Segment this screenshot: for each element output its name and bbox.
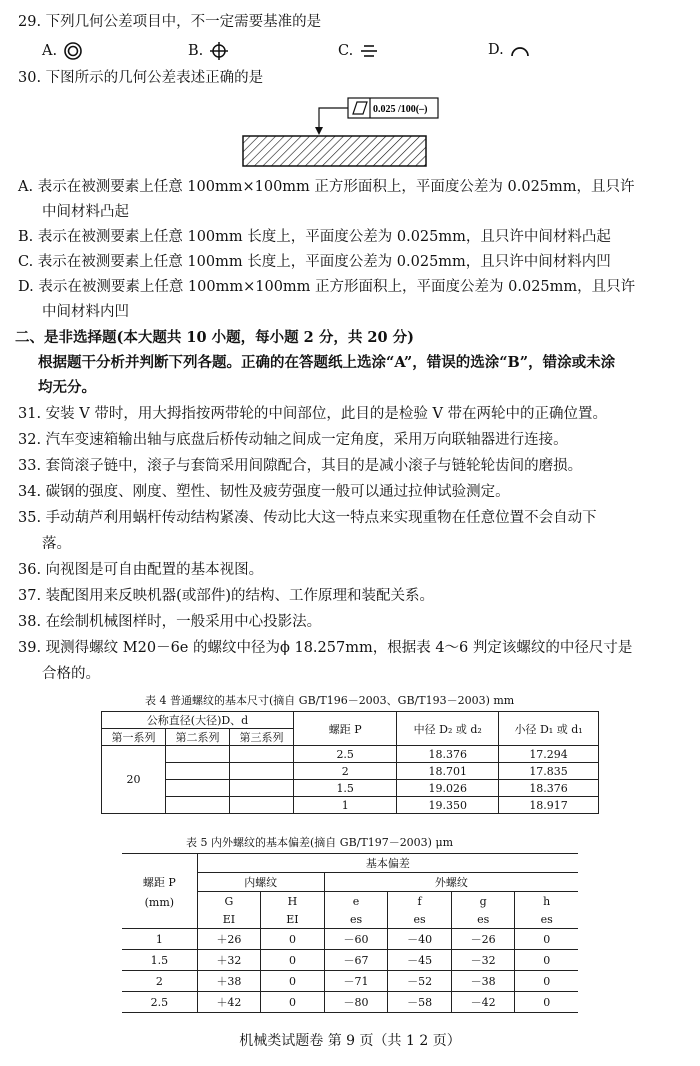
profile-of-line-icon (510, 42, 530, 58)
section2-heading: 二、是非选择题(本大题共 10 小题，每小题 2 分，共 20 分) (15, 329, 414, 346)
table-cell: －80 (324, 992, 388, 1013)
table-cell (166, 746, 230, 763)
table5-header-pitch-label: 螺距 P (142, 876, 176, 889)
question-38: 38. 在绘制机械图样时，一般采用中心投影法。 (18, 614, 322, 630)
table4-series-2: 第二系列 (166, 729, 230, 746)
table-cell: es (515, 910, 578, 929)
table-row (102, 797, 599, 814)
table-cell: －67 (324, 950, 388, 971)
table-cell: 2 (122, 971, 197, 992)
table-row (122, 854, 578, 873)
table-cell: －42 (451, 992, 515, 1013)
table-cell (230, 797, 294, 814)
table-cell: 2.5 (294, 746, 397, 763)
table-cell: 18.376 (397, 746, 499, 763)
question-35-cont: 落。 (42, 536, 71, 552)
table4-series-3: 第三系列 (230, 729, 294, 746)
q29-option-b: B. (188, 42, 228, 60)
q29-option-d: D. (488, 42, 530, 58)
table-cell: 17.294 (499, 746, 599, 763)
table-cell: 1.5 (122, 950, 197, 971)
table-cell (166, 797, 230, 814)
question-35: 35. 手动葫芦利用蜗杆传动结构紧凑、传动比大这一特点来实现重物在任意位置不会自动下 (18, 510, 597, 526)
table5-header-pitch (122, 854, 197, 929)
q30-figure (240, 95, 440, 175)
table4-header-pitch: 螺距 P (294, 712, 397, 746)
table-row (102, 780, 599, 797)
table4-series-1: 第一系列 (102, 729, 166, 746)
section2-instructions-2: 均无分。 (38, 379, 96, 396)
table-cell (230, 780, 294, 797)
q29-option-c: C. (338, 42, 378, 60)
table-cell: －45 (388, 950, 452, 971)
table-cell: ＋42 (197, 992, 261, 1013)
table-cell: ＋32 (197, 950, 261, 971)
tolerance-value: 0.025 /100(–) (373, 104, 428, 115)
table-cell: EI (261, 910, 325, 929)
table4-header-minor-dia: 小径 D₁ 或 d₁ (499, 712, 599, 746)
table-cell: －58 (388, 992, 452, 1013)
table-cell: －52 (388, 971, 452, 992)
table-cell: 0 (261, 992, 325, 1013)
table-cell: －71 (324, 971, 388, 992)
table5-caption: 表 5 内外螺纹的基本偏差(摘自 GB/T197－2003) μm (186, 836, 454, 849)
leader-line (319, 108, 348, 133)
page-footer: 机械类试题卷 第 9 页（共 1 2 页） (239, 1033, 461, 1049)
table-cell: －60 (324, 929, 388, 950)
table-cell: 18.376 (499, 780, 599, 797)
table-cell (230, 746, 294, 763)
table-row (122, 929, 578, 950)
table-cell: ＋26 (197, 929, 261, 950)
tolerance-frame (348, 98, 438, 118)
table-cell: 1.5 (294, 780, 397, 797)
table4 (101, 711, 599, 814)
position-icon (210, 42, 228, 60)
table-cell: －26 (451, 929, 515, 950)
table-row (102, 746, 599, 763)
hatched-part (243, 136, 426, 166)
table-cell: 0 (515, 992, 578, 1013)
table-cell: g (451, 892, 515, 911)
table-cell: f (388, 892, 452, 911)
question-33: 33. 套筒滚子链中，滚子与套筒采用间隙配合，其目的是减小滚子与链轮轮齿间的磨损。 (18, 458, 583, 474)
table-cell: 0 (261, 971, 325, 992)
table5-header-internal: 内螺纹 (197, 873, 324, 892)
table4-diameter: 20 (102, 746, 166, 814)
table5-header-external: 外螺纹 (324, 873, 578, 892)
table5 (122, 853, 578, 1013)
table-row (122, 992, 578, 1013)
q30-option-d-cont: 中间材料内凹 (42, 304, 129, 320)
q30-option-b: B. 表示在被测要素上任意 100mm 长度上，平面度公差为 0.025mm，且只许中间材料凸起 (18, 229, 611, 245)
table5-header-basic-dev: 基本偏差 (197, 854, 578, 873)
table-cell: －40 (388, 929, 452, 950)
table-cell: 18.917 (499, 797, 599, 814)
table-cell: es (451, 910, 515, 929)
question-31: 31. 安装 V 带时，用大拇指按两带轮的中间部位，此目的是检验 V 带在两轮中的正确位置。 (18, 406, 608, 422)
question-36: 36. 向视图是可自由配置的基本视图。 (18, 562, 264, 578)
table5-header-pitch-unit: (mm) (144, 896, 175, 909)
question-32: 32. 汽车变速箱输出轴与底盘后桥传动轴之间成一定角度，采用万向联轴器进行连接。 (18, 432, 568, 448)
q29-stem: 29. 下列几何公差项目中，不一定需要基准的是 (18, 14, 322, 30)
q30-stem: 30. 下图所示的几何公差表述正确的是 (18, 70, 264, 86)
table4-header-group: 公称直径(大径)D、d (102, 712, 294, 729)
q30-option-a-cont: 中间材料凸起 (42, 204, 129, 220)
table-cell: 2.5 (122, 992, 197, 1013)
q29-option-a: A. (42, 42, 82, 60)
question-37: 37. 装配图用来反映机器(或部件)的结构、工作原理和装配关系。 (18, 588, 434, 604)
table-cell: 0 (261, 950, 325, 971)
q30-option-a: A. 表示在被测要素上任意 100mm×100mm 正方形面积上，平面度公差为 0.025mm，且只许 (18, 179, 635, 195)
table-cell: －32 (451, 950, 515, 971)
table-cell: 0 (261, 929, 325, 950)
table-row (102, 712, 599, 729)
table-cell: －38 (451, 971, 515, 992)
table-cell (166, 780, 230, 797)
table-cell: 19.350 (397, 797, 499, 814)
leader-arrow (315, 127, 323, 135)
table-cell: 1 (122, 929, 197, 950)
table-cell: 17.835 (499, 763, 599, 780)
table-cell: EI (197, 910, 261, 929)
concentricity-icon (64, 42, 82, 60)
q30-option-c: C. 表示在被测要素上任意 100mm 长度上，平面度公差为 0.025mm，且只许中间材料内凹 (18, 254, 611, 270)
table-row (122, 950, 578, 971)
question-34: 34. 碳钢的强度、刚度、塑性、韧性及疲劳强度一般可以通过拉伸试验测定。 (18, 484, 510, 500)
table-cell: 0 (543, 932, 551, 946)
section2-instructions-1: 根据题干分析并判断下列各题。正确的在答题纸上选涂“A”，错误的选涂“B”，错涂或未涂 (38, 354, 616, 371)
table4-caption: 表 4 普通螺纹的基本尺寸(摘自 GB/T196－2003、GB/T193－2003) mm (145, 694, 515, 707)
table-cell (230, 763, 294, 780)
table-cell: es (388, 910, 452, 929)
table-cell: es (324, 910, 388, 929)
q30-option-d: D. 表示在被测要素上任意 100mm×100mm 正方形面积上，平面度公差为 0.025mm，且只许 (18, 279, 636, 295)
table-cell: 0 (515, 950, 578, 971)
question-39: 39. 现测得螺纹 M20－6e 的螺纹中径为ϕ 18.257mm，根据表 4～6 判定该螺纹的中径尺寸是 (18, 640, 633, 656)
table-cell: 19.026 (397, 780, 499, 797)
table-cell: e (324, 892, 388, 911)
table-cell: ＋38 (197, 971, 261, 992)
table-row (122, 971, 578, 992)
table-cell: 18.701 (397, 763, 499, 780)
table-cell: H (261, 892, 325, 911)
question-39-cont: 合格的。 (42, 666, 100, 682)
table-cell: G (197, 892, 261, 911)
table-cell (166, 763, 230, 780)
symmetry-icon (360, 42, 378, 60)
table-cell: 0 (515, 971, 578, 992)
table-row (102, 763, 599, 780)
table4-header-pitch-dia: 中径 D₂ 或 d₂ (397, 712, 499, 746)
table-cell: 2 (294, 763, 397, 780)
table-cell: 1 (294, 797, 397, 814)
table-cell: h (543, 894, 551, 908)
